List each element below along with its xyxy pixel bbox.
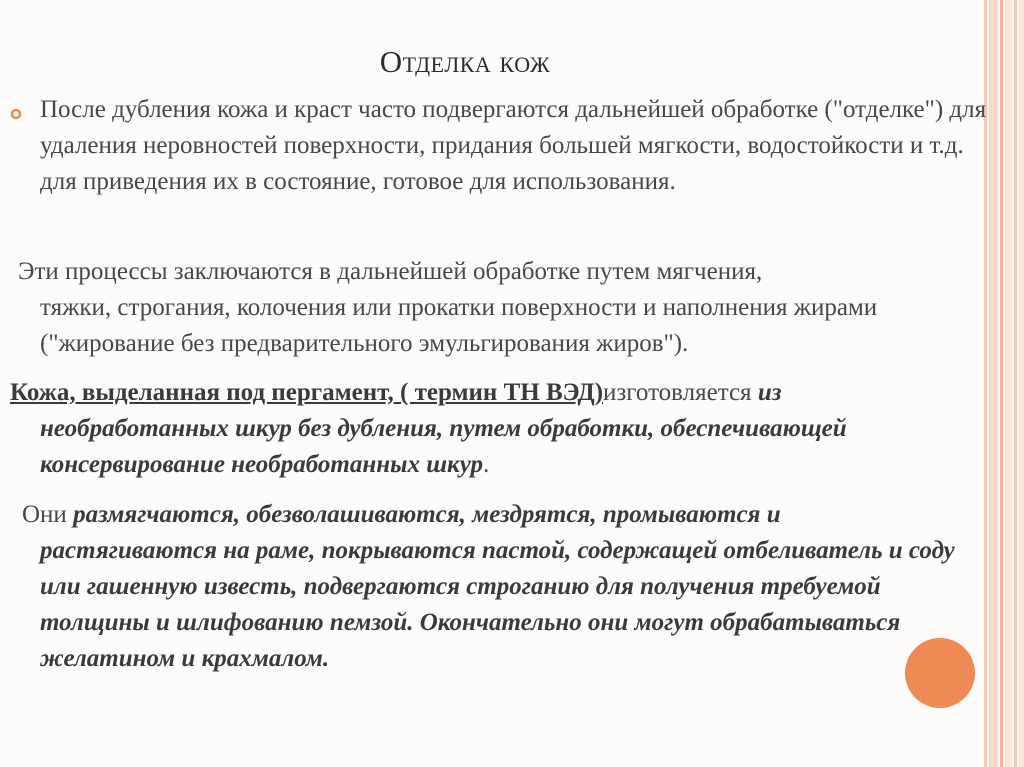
paragraph-4-italic-cont: растягиваются на раме, покрываются пастой, содержащей отбеливатель и соду или гашенную известь, подвергаются строганию для получения требуемой толщины и шлифованию пемзой. Окончательно они могут обрабатываться желатином и крахмалом. [40, 537, 955, 672]
paragraph-4-plain: Они [22, 501, 74, 528]
decorative-orange-circle [905, 638, 975, 708]
paragraph-4 [22, 497, 992, 677]
slide-title: Отделка кож [379, 44, 551, 79]
paragraph-3-italic-first: из [757, 379, 782, 406]
paragraph-1 [40, 92, 1000, 200]
paragraph-2 [18, 254, 978, 362]
paragraph-4-italic-first: размягчаются, обезволашиваются, мездрятся, промываются и [73, 501, 781, 528]
paragraph-3-italic-cont: необработанных шкур без дубления, путем обработки, обеспечивающей консервирование необработанных шкур [40, 415, 847, 478]
paragraph-1-text: После дубления кожа и краст часто подвергаются дальнейшей обработке ("отделке") для удаления неровностей поверхности, придания большей мягкости, водостойкости и т.д. для приведения их в состояние, готовое для использования. [40, 96, 987, 195]
paragraph-3-end: . [483, 451, 490, 478]
paragraph-2-rest: тяжки, строгания, колочения или прокатки поверхности и наполнения жирами ("жирование без предварительного эмульгирования жиров"). [40, 294, 878, 357]
paragraph-3 [10, 375, 1000, 483]
parchment-term: Кожа, выделанная под пергамент, ( термин ТН ВЭД) [10, 379, 604, 406]
paragraph-3-plain: изготовляется [603, 379, 758, 406]
paragraph-2-line1: Эти процессы заключаются в дальнейшей обработке путем мягчения, [18, 258, 763, 285]
bullet-circle-icon [10, 108, 22, 120]
